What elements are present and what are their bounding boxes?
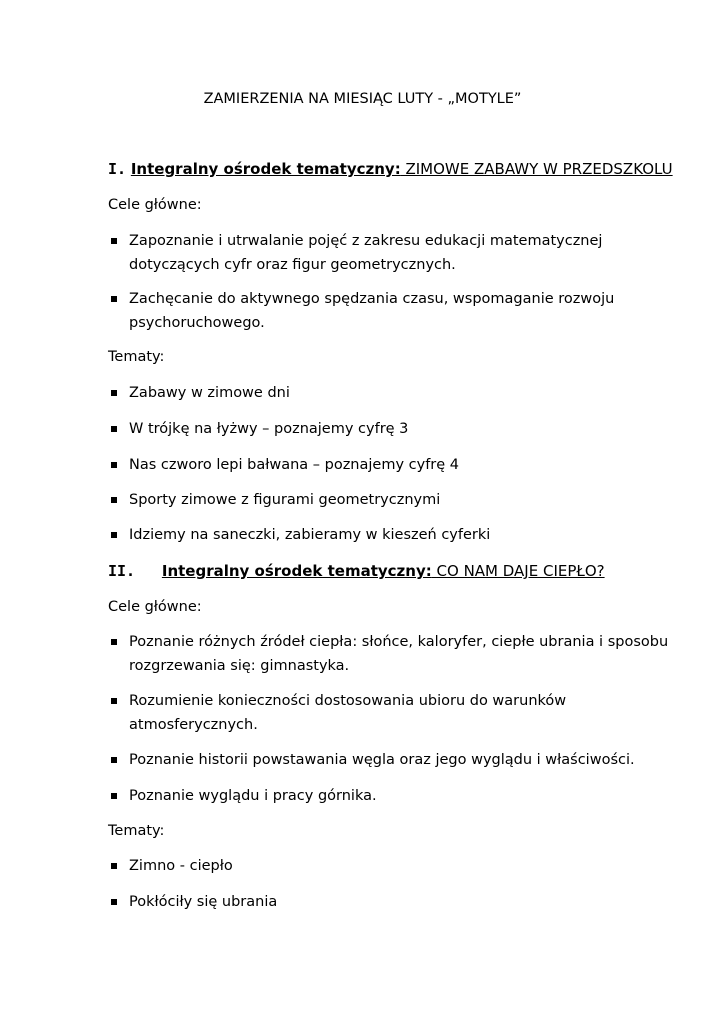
- list-item-text: Poznanie wyglądu i pracy górnika.: [129, 788, 377, 804]
- list-item-text: Poznanie różnych źródeł ciepła: słońce, kaloryfer, ciepłe ubrania i sposobu: [129, 634, 669, 650]
- list-item-text: Poznanie historii powstawania węgla oraz jego wyglądu i właściwości.: [129, 752, 635, 768]
- list-item-text: Zachęcanie do aktywnego spędzania czasu, wspomaganie rozwoju: [129, 291, 615, 307]
- list-item-continuation: dotyczących cyfr oraz figur geometrycznych.: [129, 257, 456, 273]
- section-1-goals-label: Cele główne:: [108, 197, 202, 213]
- section-1-heading: [108, 160, 673, 178]
- bullet-icon: [111, 426, 117, 432]
- section-1-number: I.: [108, 160, 127, 178]
- list-item-continuation: rozgrzewania się: gimnastyka.: [129, 658, 350, 674]
- bullet-icon: [111, 863, 117, 869]
- bullet-icon: [111, 296, 117, 302]
- list-item-continuation: atmosferycznych.: [129, 717, 258, 733]
- bullet-icon: [111, 899, 117, 905]
- bullet-icon: [111, 238, 117, 244]
- section-2-heading-text: Integralny ośrodek tematyczny: CO NAM DAJE CIEPŁO?: [161, 562, 605, 580]
- list-item-continuation: psychoruchowego.: [129, 315, 265, 331]
- bullet-icon: [111, 639, 117, 645]
- list-item-text: W trójkę na łyżwy – poznajemy cyfrę 3: [129, 421, 409, 437]
- bullet-icon: [111, 462, 117, 468]
- bullet-icon: [111, 497, 117, 503]
- list-item-text: Rozumienie konieczności dostosowania ubioru do warunków: [129, 693, 567, 709]
- section-2-number: II.: [108, 562, 136, 580]
- bullet-icon: [111, 390, 117, 396]
- section-1-heading-text: Integralny ośrodek tematyczny: ZIMOWE ZABAWY W PRZEDSZKOLU: [130, 160, 673, 178]
- bullet-icon: [111, 532, 117, 538]
- section-2-goals-label: Cele główne:: [108, 599, 202, 615]
- list-item-text: Zabawy w zimowe dni: [129, 385, 290, 401]
- section-2-topics-label: Tematy:: [108, 823, 165, 839]
- page-title: ZAMIERZENIA NA MIESIĄC LUTY - „MOTYLE”: [203, 91, 522, 107]
- bullet-icon: [111, 757, 117, 763]
- bullet-icon: [111, 698, 117, 704]
- list-item-text: Sporty zimowe z figurami geometrycznymi: [129, 492, 441, 508]
- list-item-text: Zimno - ciepło: [129, 858, 233, 874]
- list-item-text: Idziemy na saneczki, zabieramy w kieszeń cyferki: [129, 527, 491, 543]
- list-item-text: Nas czworo lepi bałwana – poznajemy cyfrę 4: [129, 457, 460, 473]
- list-item-text: Zapoznanie i utrwalanie pojęć z zakresu edukacji matematycznej: [129, 233, 603, 249]
- list-item-text: Pokłóciły się ubrania: [129, 894, 278, 910]
- bullet-icon: [111, 793, 117, 799]
- section-2-heading: [108, 562, 605, 580]
- section-1-topics-label: Tematy:: [108, 349, 165, 365]
